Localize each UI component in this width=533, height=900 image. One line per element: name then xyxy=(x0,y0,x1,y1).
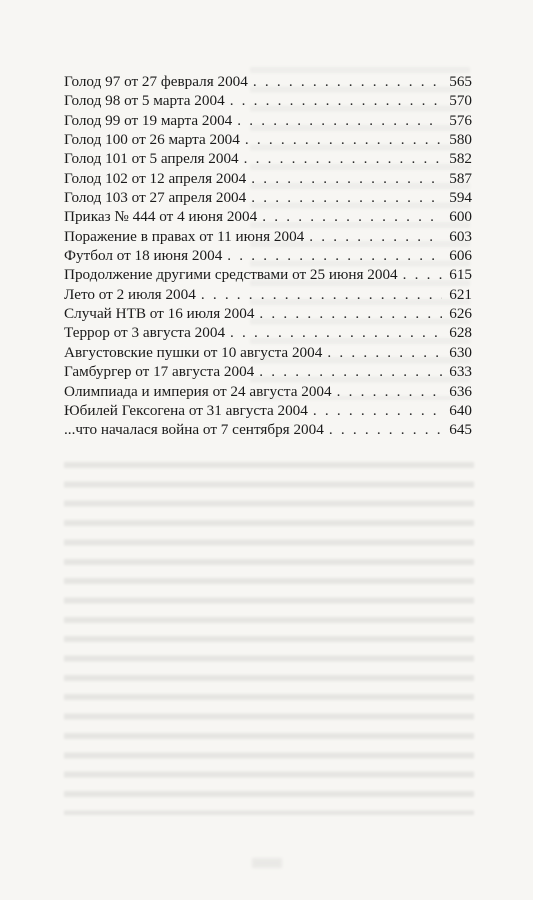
toc-entry-page-number: 640 xyxy=(449,401,472,419)
toc-entry-page-number: 594 xyxy=(449,189,472,207)
toc-entry[interactable] xyxy=(64,207,472,226)
toc-entry-page-number: 600 xyxy=(449,208,472,226)
toc-entry-page-number: 615 xyxy=(449,266,472,284)
toc-entry-title: Голод 103 от 27 апреля 2004 xyxy=(64,189,247,207)
toc-entry-page-number: 621 xyxy=(449,285,472,303)
toc-entry-title: Гамбургер от 17 августа 2004 xyxy=(64,363,255,381)
table-of-contents xyxy=(64,72,472,440)
toc-entry-page-number: 645 xyxy=(449,421,472,439)
toc-entry-page-number: 565 xyxy=(449,73,472,90)
toc-entry[interactable] xyxy=(64,188,472,207)
dot-leader xyxy=(227,246,442,265)
toc-entry-page-number: 636 xyxy=(449,382,472,400)
toc-entry-title: Случай НТВ от 16 июля 2004 xyxy=(64,305,255,323)
toc-entry[interactable] xyxy=(64,246,472,265)
toc-entry-page-number: 626 xyxy=(449,305,472,323)
toc-entry-page-number: 587 xyxy=(449,169,472,187)
toc-entry-title: Приказ № 444 от 4 июня 2004 xyxy=(64,208,258,226)
toc-entry-page-number: 576 xyxy=(449,111,472,129)
toc-entry[interactable] xyxy=(64,343,472,362)
toc-entry[interactable] xyxy=(64,149,472,168)
dot-leader xyxy=(251,169,442,188)
toc-entry[interactable] xyxy=(64,285,472,304)
toc-entry-title: Голод 97 от 27 февраля 2004 xyxy=(64,73,248,90)
toc-entry[interactable] xyxy=(64,227,472,246)
toc-entry-title: Голод 101 от 5 апреля 2004 xyxy=(64,150,239,168)
toc-entry-title: Олимпиада и империя от 24 августа 2004 xyxy=(64,382,332,400)
toc-entry[interactable] xyxy=(64,111,472,130)
toc-entry[interactable] xyxy=(64,362,472,381)
toc-entry-title: Голод 102 от 12 апреля 2004 xyxy=(64,169,247,187)
dot-leader xyxy=(329,420,442,439)
toc-entry-title: Голод 99 от 19 марта 2004 xyxy=(64,111,233,129)
dot-leader xyxy=(251,188,442,207)
dot-leader xyxy=(201,285,442,304)
dot-leader xyxy=(244,149,442,168)
toc-entry-title: Футбол от 18 июня 2004 xyxy=(64,247,223,265)
toc-entry[interactable] xyxy=(64,265,472,284)
dot-leader xyxy=(237,111,442,130)
toc-entry-page-number: 603 xyxy=(449,227,472,245)
toc-entry-page-number: 580 xyxy=(449,131,472,149)
toc-entry-title: Голод 98 от 5 марта 2004 xyxy=(64,92,225,110)
toc-entry-title: Августовские пушки от 10 августа 2004 xyxy=(64,343,323,361)
dot-leader xyxy=(253,72,442,91)
toc-entry-title: Юбилей Гексогена от 31 августа 2004 xyxy=(64,401,308,419)
dot-leader xyxy=(309,227,442,246)
toc-entry-title: Голод 100 от 26 марта 2004 xyxy=(64,131,240,149)
toc-entry[interactable] xyxy=(64,323,472,342)
dot-leader xyxy=(313,401,442,420)
dot-leader xyxy=(245,130,442,149)
toc-entry-title: Поражение в правах от 11 июня 2004 xyxy=(64,227,305,245)
dot-leader xyxy=(337,382,442,401)
dot-leader xyxy=(259,362,442,381)
toc-entry[interactable] xyxy=(64,304,472,323)
dot-leader xyxy=(327,343,442,362)
toc-entry-title: ...что началася война от 7 сентября 2004 xyxy=(64,421,324,439)
toc-entry-page-number: 606 xyxy=(449,247,472,265)
toc-entry[interactable] xyxy=(64,420,472,439)
toc-entry[interactable] xyxy=(64,130,472,149)
toc-entry[interactable] xyxy=(64,401,472,420)
toc-entry[interactable] xyxy=(64,169,472,188)
reverse-side-folio-show-through xyxy=(252,858,282,868)
dot-leader xyxy=(262,207,442,226)
toc-entry[interactable] xyxy=(64,382,472,401)
toc-entry-page-number: 570 xyxy=(449,92,472,110)
dot-leader xyxy=(259,304,442,323)
toc-entry[interactable] xyxy=(64,91,472,110)
toc-entry-page-number: 633 xyxy=(449,363,472,381)
toc-entry-page-number: 582 xyxy=(449,150,472,168)
reverse-side-show-through xyxy=(64,455,474,815)
toc-entry-title: Террор от 3 августа 2004 xyxy=(64,324,226,342)
toc-entry-page-number: 628 xyxy=(449,324,472,342)
dot-leader xyxy=(403,265,442,284)
dot-leader xyxy=(230,91,442,110)
toc-entry-title: Продолжение другими средствами от 25 июня 2004 xyxy=(64,266,398,284)
dot-leader xyxy=(230,323,442,342)
toc-entry[interactable] xyxy=(64,72,472,91)
toc-entry-page-number: 630 xyxy=(449,343,472,361)
toc-entry-title: Лето от 2 июля 2004 xyxy=(64,285,196,303)
